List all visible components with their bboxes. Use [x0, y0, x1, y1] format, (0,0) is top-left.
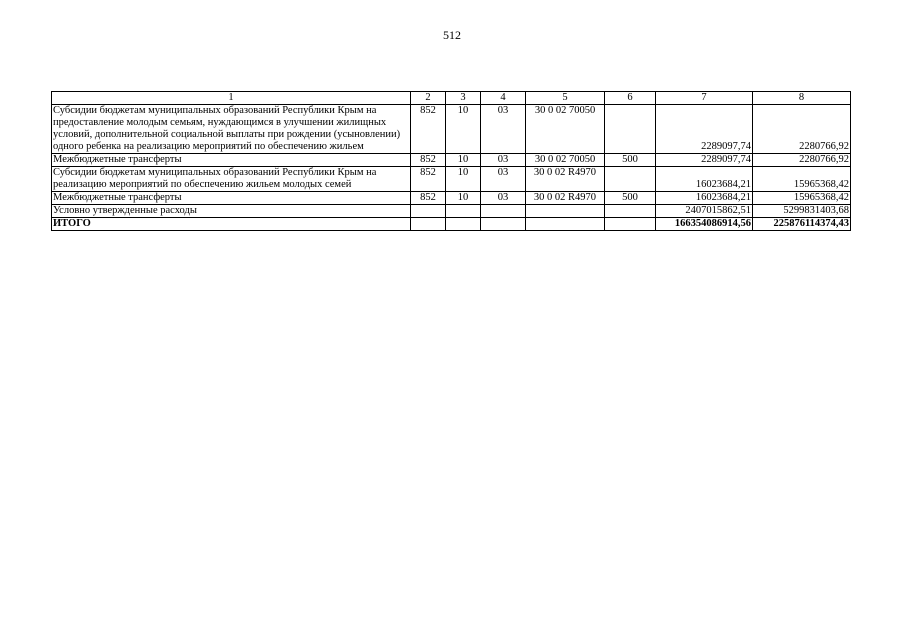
amount-year-2: 2280766,92 — [753, 154, 851, 167]
amount-year-2: 15965368,42 — [753, 192, 851, 205]
row-name: Условно утвержденные расходы — [52, 205, 411, 218]
code-vr: 500 — [605, 192, 656, 205]
amount-year-1: 16023684,21 — [656, 167, 753, 192]
code-vr — [605, 218, 656, 231]
code-gr: 852 — [411, 105, 446, 154]
code-rz: 10 — [446, 154, 481, 167]
amount-year-1: 2289097,74 — [656, 105, 753, 154]
code-pr — [481, 218, 526, 231]
column-header: 5 — [526, 92, 605, 105]
code-csr — [526, 218, 605, 231]
amount-year-2: 2280766,92 — [753, 105, 851, 154]
table-row — [52, 167, 851, 192]
code-csr: 30 0 02 70050 — [526, 154, 605, 167]
code-csr — [526, 205, 605, 218]
code-pr — [481, 205, 526, 218]
column-header: 3 — [446, 92, 481, 105]
column-header: 7 — [656, 92, 753, 105]
amount-year-1: 2407015862,51 — [656, 205, 753, 218]
code-csr: 30 0 02 70050 — [526, 105, 605, 154]
amount-year-1: 166354086914,56 — [656, 218, 753, 231]
code-gr — [411, 205, 446, 218]
code-vr — [605, 205, 656, 218]
column-header: 1 — [52, 92, 411, 105]
code-vr — [605, 167, 656, 192]
column-header: 4 — [481, 92, 526, 105]
budget-table — [51, 91, 851, 231]
table-header-row — [52, 92, 851, 105]
code-pr: 03 — [481, 105, 526, 154]
code-rz: 10 — [446, 167, 481, 192]
column-header: 8 — [753, 92, 851, 105]
row-name: Межбюджетные трансферты — [52, 192, 411, 205]
code-pr: 03 — [481, 192, 526, 205]
amount-year-2: 15965368,42 — [753, 167, 851, 192]
amount-year-1: 2289097,74 — [656, 154, 753, 167]
code-vr — [605, 105, 656, 154]
row-name: Субсидии бюджетам муниципальных образований Республики Крым на реализацию мероприятий по обеспечению жильем молодых семей — [52, 167, 411, 192]
code-gr: 852 — [411, 154, 446, 167]
table-row — [52, 205, 851, 218]
column-header: 6 — [605, 92, 656, 105]
code-rz: 10 — [446, 192, 481, 205]
code-csr: 30 0 02 R4970 — [526, 167, 605, 192]
total-row — [52, 218, 851, 231]
table-row — [52, 154, 851, 167]
amount-year-2: 225876114374,43 — [753, 218, 851, 231]
code-gr — [411, 218, 446, 231]
column-header: 2 — [411, 92, 446, 105]
code-gr: 852 — [411, 192, 446, 205]
page-number: 512 — [443, 28, 461, 42]
code-rz — [446, 205, 481, 218]
code-rz: 10 — [446, 105, 481, 154]
row-name: Субсидии бюджетам муниципальных образований Республики Крым на предоставление молодым семьям, нуждающимся в улучшении жилищных условий, дополнительной социальной выплаты при рождении (усыновлении) одного ребенка на реализацию мероприятий по обеспечению жильем — [52, 105, 411, 154]
amount-year-2: 5299831403,68 — [753, 205, 851, 218]
code-rz — [446, 218, 481, 231]
code-vr: 500 — [605, 154, 656, 167]
code-pr: 03 — [481, 167, 526, 192]
row-name: ИТОГО — [52, 218, 411, 231]
row-name: Межбюджетные трансферты — [52, 154, 411, 167]
amount-year-1: 16023684,21 — [656, 192, 753, 205]
table-row — [52, 105, 851, 154]
code-csr: 30 0 02 R4970 — [526, 192, 605, 205]
code-gr: 852 — [411, 167, 446, 192]
table-row — [52, 192, 851, 205]
code-pr: 03 — [481, 154, 526, 167]
